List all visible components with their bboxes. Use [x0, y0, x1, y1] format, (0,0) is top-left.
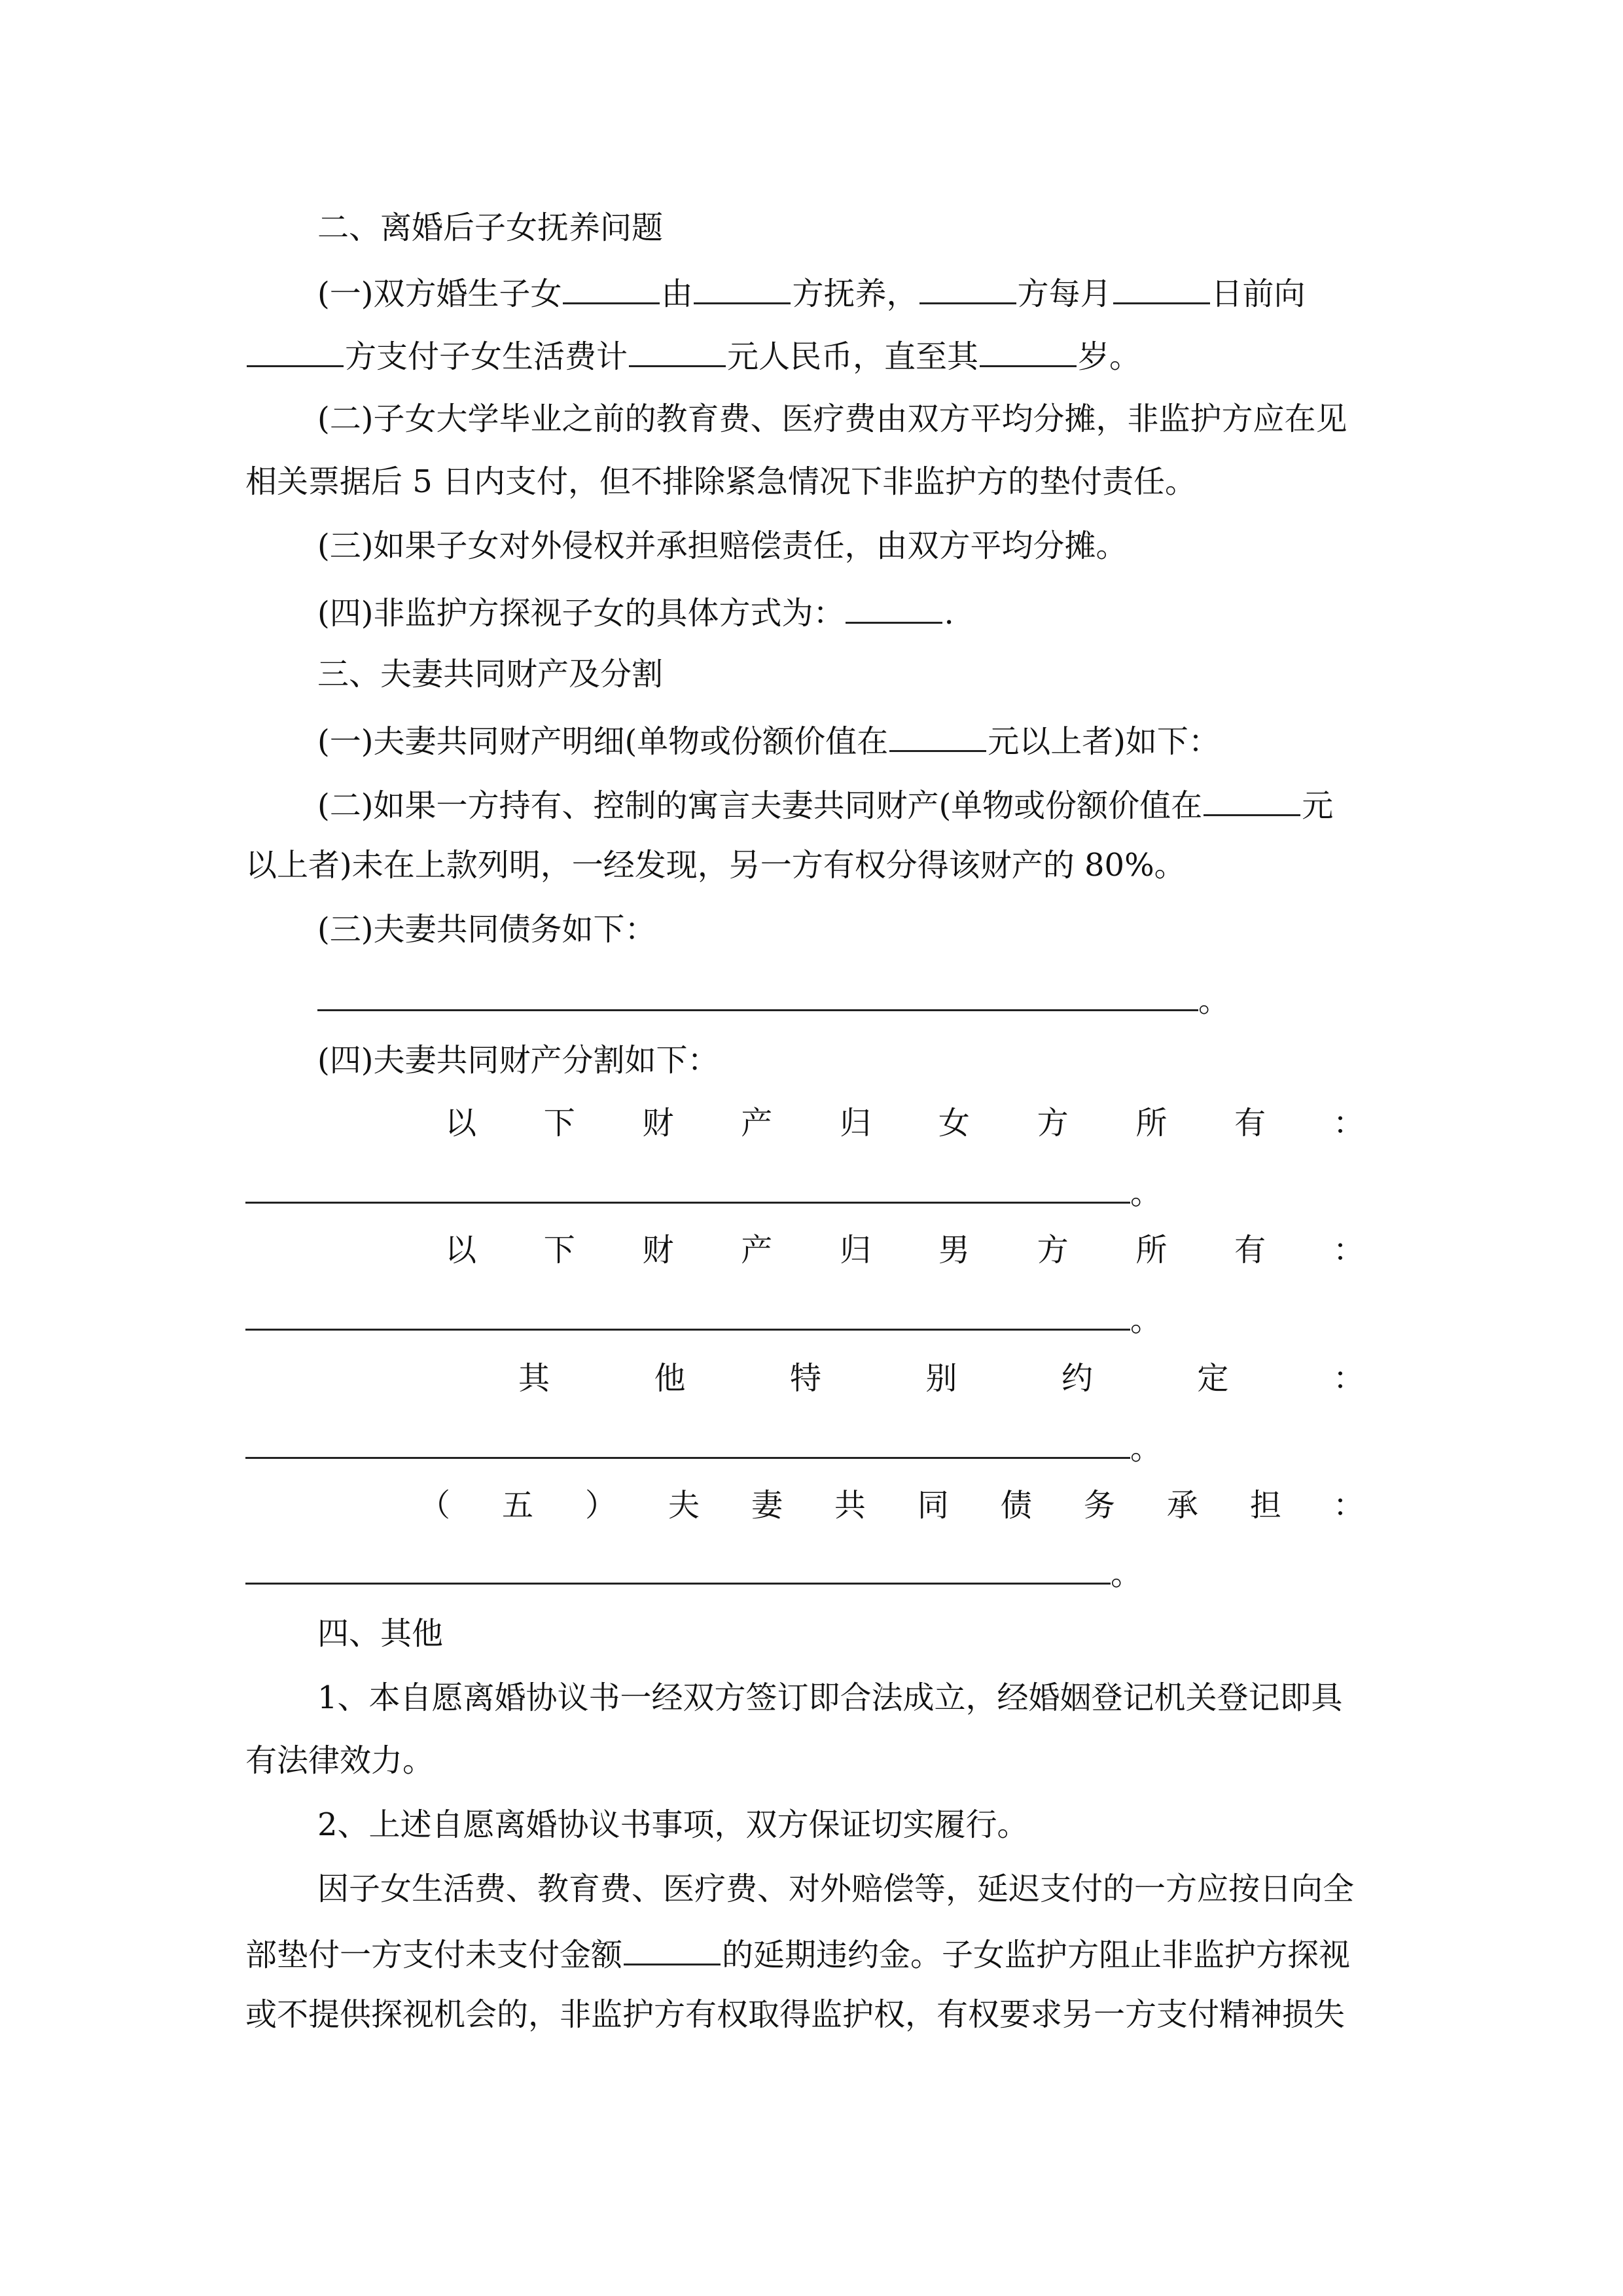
section-heading: 三、夫妻共同财产及分割 [317, 656, 664, 692]
blank-field[interactable] [1204, 783, 1300, 816]
blank-field[interactable] [245, 1427, 1130, 1459]
paragraph: 相关票据后 5 日内支付，但不排除紧急情况下非监护方的垫付责任。 [245, 463, 1197, 500]
paragraph: 或不提供探视机会的，非监护方有权取得监护权，有权要求另一方支付精神损失 [245, 1996, 1346, 2033]
debt-bearing-label: （ 五 ） 夫 妻 共 同 债 务 承 担 ： [419, 1487, 1364, 1524]
female-property-label: 以 下 财 产 归 女 方 所 有 ： [445, 1105, 1364, 1141]
other-agreement-label: 其 他 特 别 约 定 ： [518, 1360, 1364, 1397]
blank-field[interactable] [1113, 271, 1210, 304]
paragraph: (二)如果一方持有、控制的寓言夫妻共同财产(单物或份额价值在 元 [245, 783, 1450, 825]
blank-field[interactable] [245, 1552, 1111, 1585]
blank-field[interactable] [247, 334, 344, 367]
paragraph: (四)非监护方探视子女的具体方式为： . [245, 590, 1450, 633]
paragraph: (三)夫妻共同债务如下： [317, 911, 656, 948]
blank-field[interactable] [980, 334, 1077, 367]
paragraph: 以上者)未在上款列明，一经发现，另一方有权分得该财产的 80%。 [245, 847, 1186, 884]
paragraph: 部垫付一方支付未支付金额 的延期违约金。子女监护方阻止非监护方探视 [245, 1932, 1378, 1975]
blank-field[interactable] [919, 271, 1016, 304]
debt-bearing-fill: 。 [245, 1552, 1378, 1594]
blank-field[interactable] [846, 590, 942, 624]
paragraph: 有法律效力。 [245, 1742, 435, 1779]
other-agreement-fill: 。 [245, 1427, 1378, 1468]
blank-field[interactable] [317, 979, 1198, 1011]
paragraph: (二)子女大学毕业之前的教育费、医疗费由双方平均分摊，非监护方应在见 [317, 401, 1347, 437]
male-property-fill: 。 [245, 1299, 1378, 1340]
female-property-fill: 。 [245, 1172, 1378, 1213]
blank-field[interactable] [245, 1172, 1130, 1204]
section-heading: 二、离婚后子女抚养问题 [317, 209, 664, 246]
paragraph: 1、本自愿离婚协议书一经双方签订即合法成立，经婚姻登记机关登记即具 [317, 1679, 1343, 1716]
blank-field[interactable] [624, 1932, 721, 1965]
paragraph: (一)双方婚生子女 由 方抚养， 方每月 日前向 [245, 271, 1450, 314]
paragraph: (三)如果子女对外侵权并承担赔偿责任，由双方平均分摊。 [317, 528, 1128, 564]
paragraph: (一)夫妻共同财产明细(单物或份额价值在 元以上者)如下： [245, 719, 1450, 761]
blank-field[interactable] [245, 1299, 1130, 1331]
blank-field[interactable] [694, 271, 791, 304]
blank-field[interactable] [889, 719, 986, 752]
debt-fill-line: 。 [245, 979, 1450, 1020]
paragraph: (四)夫妻共同财产分割如下： [317, 1042, 719, 1079]
blank-field[interactable] [629, 334, 726, 367]
paragraph: 2、上述自愿离婚协议书事项，双方保证切实履行。 [317, 1806, 1029, 1843]
section-heading: 四、其他 [317, 1615, 444, 1652]
male-property-label: 以 下 财 产 归 男 方 所 有 ： [445, 1232, 1364, 1268]
paragraph: 方支付子女生活费计 元人民币，直至其 岁。 [245, 334, 1378, 376]
blank-field[interactable] [563, 271, 660, 304]
paragraph: 因子女生活费、教育费、医疗费、对外赔偿等，延迟支付的一方应按日向全 [317, 1871, 1355, 1907]
